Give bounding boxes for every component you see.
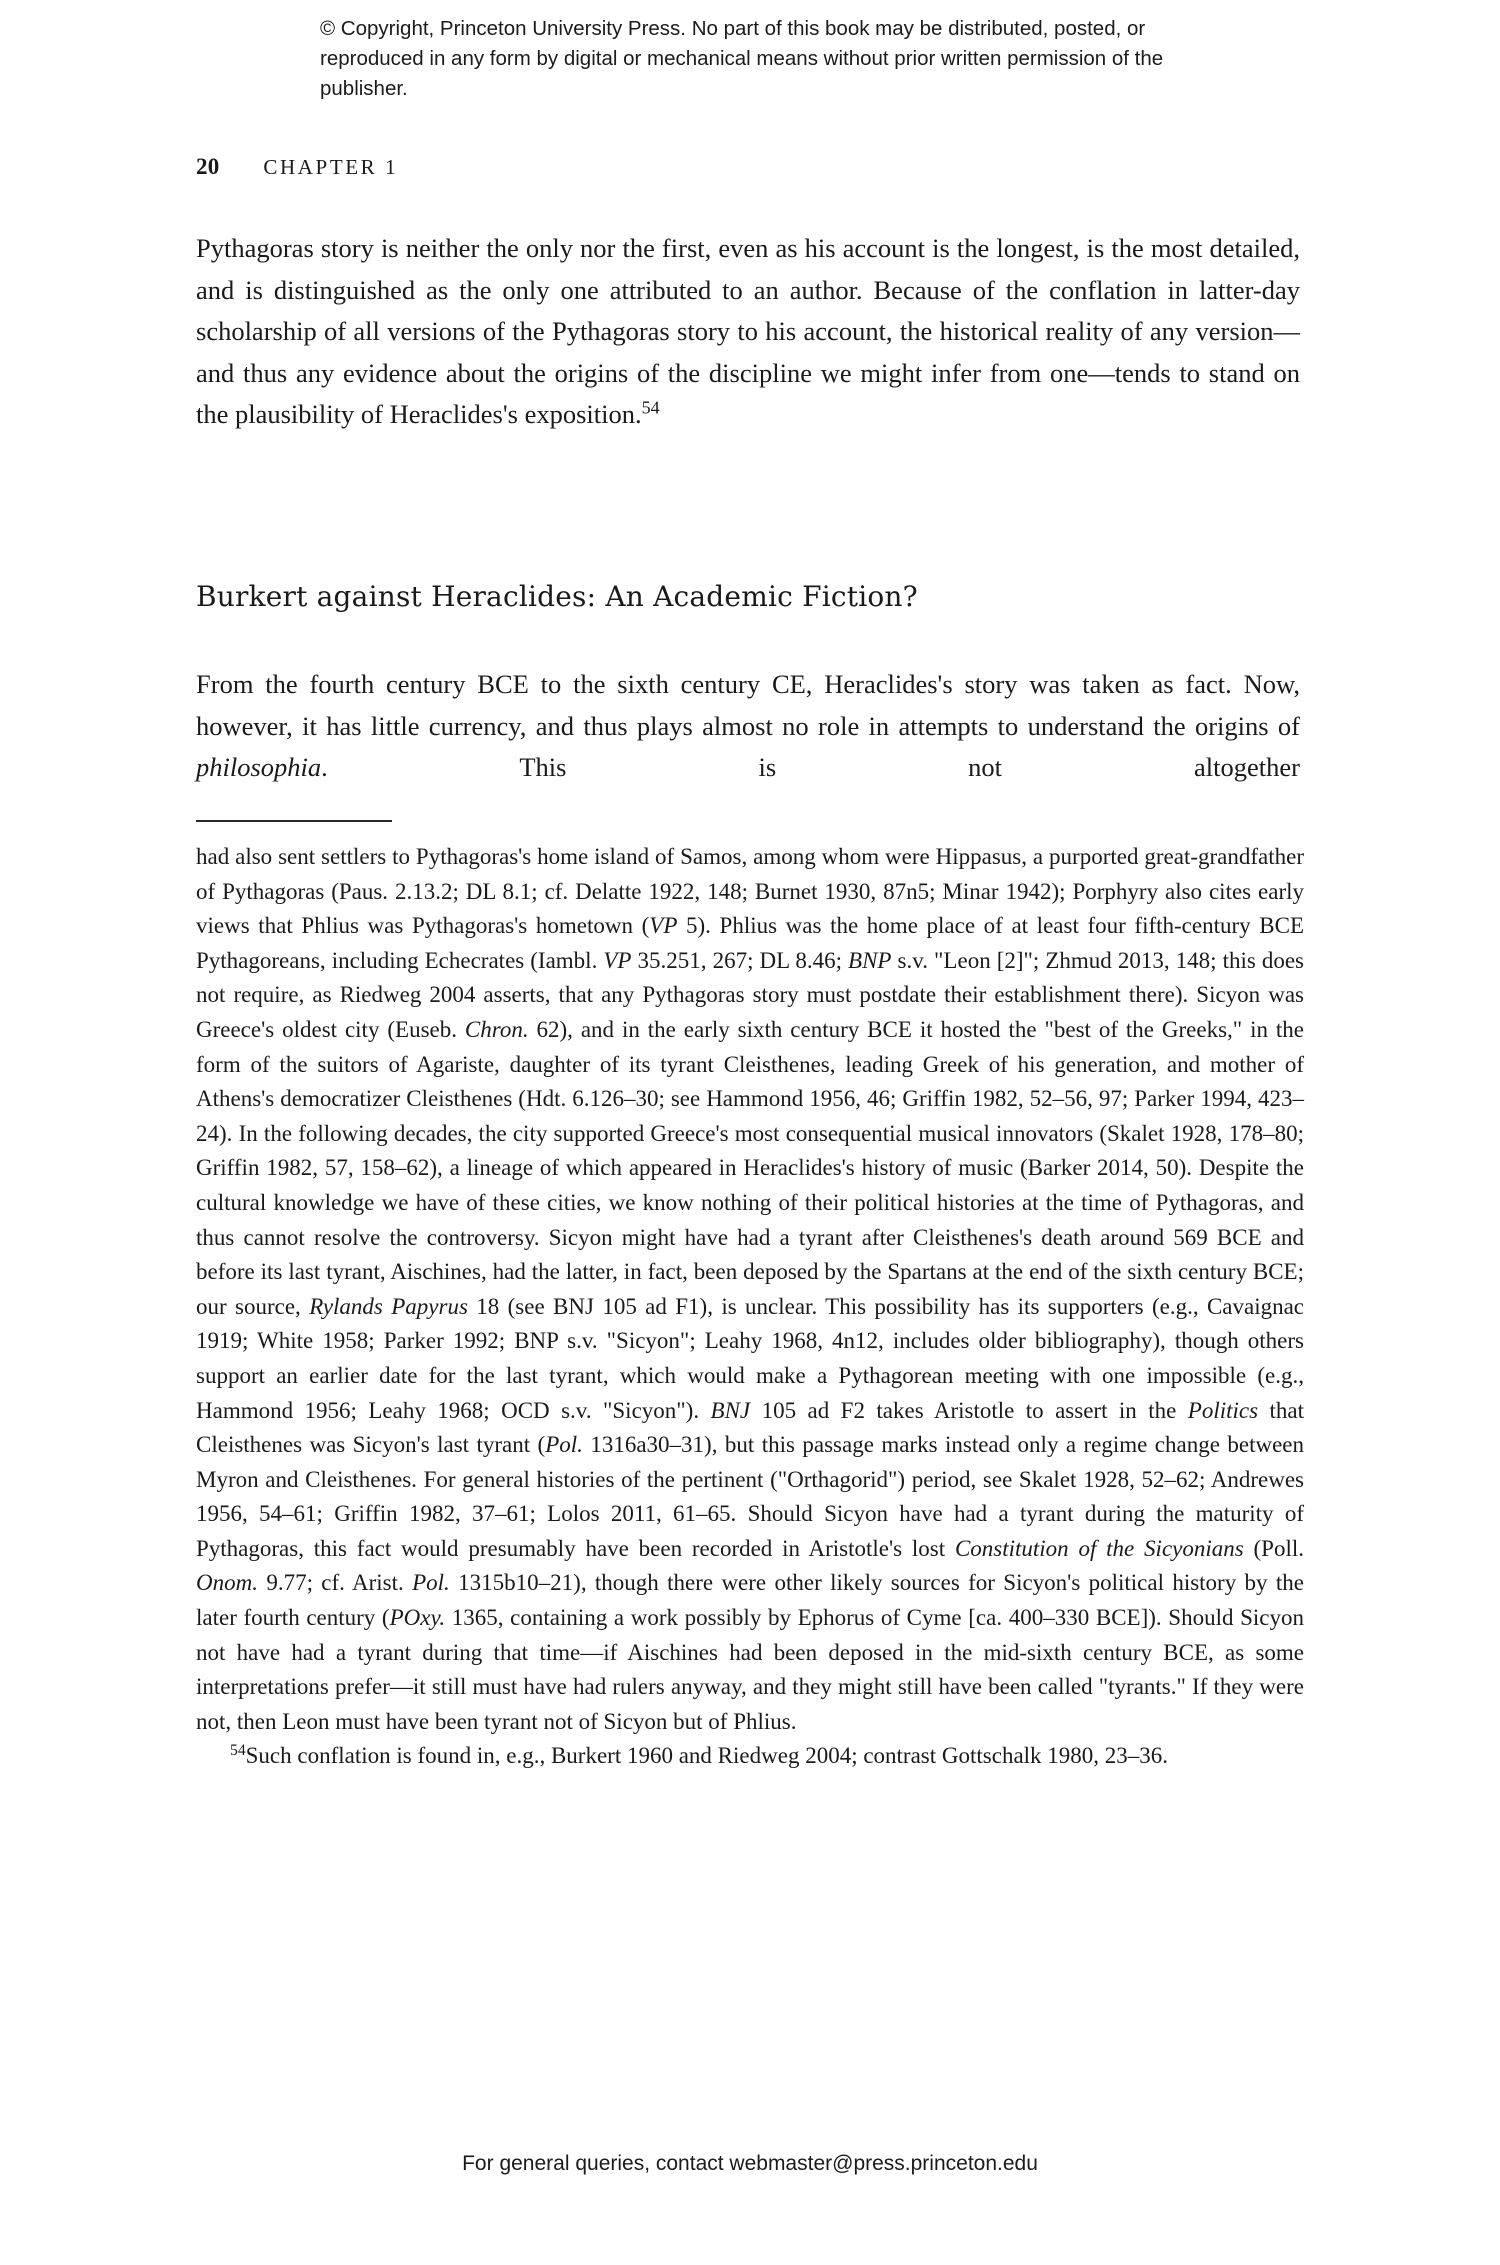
footnote-text-run: 1365, containing a work possibly by Ephorus of Cyme [ca. 400–330 BCE]). Should Sicyon not have had a tyrant during that time—if Aischines had been deposed in the mid-sixth century BCE, as some interpretations prefer—it still must have had rulers anyway, and they might still have been called "tyrants." If they were not, then Leon must have been tyrant not of Sicyon but of Phlius.: [196, 1605, 1304, 1734]
footnote-italic-run: Onom.: [196, 1570, 258, 1596]
footnote-italic-run: BNP: [848, 947, 892, 973]
page-number: 20: [196, 154, 220, 179]
footnote-separator-rule: [196, 820, 392, 822]
footnote-reference-54[interactable]: 54: [641, 397, 660, 418]
footnote-continued: [196, 840, 1304, 1739]
footnote-text-run: 105 ad F2 takes Aristotle to assert in the: [750, 1397, 1188, 1423]
footnote-text-run: 1316a30–31), but this passage marks instead only a regime change between Myron and Cleisthenes. For general histories of the pertinent ("Orthagorid") period, see Skalet 1928, 52–62; Andrewes 1956, 54–61; Griffin 1982, 37–61; Lolos 2011, 61–65. Should Sicyon have had a tyrant during the maturity of Pythagoras, this fact would presumably have been recorded in Aristotle's lost: [196, 1432, 1304, 1561]
footnote-text-run: 1315b10–21), though there were other likely sources for Sicyon's political history by the later fourth century (: [196, 1570, 1304, 1631]
footnote-text-run: 35.251, 267; DL 8.46;: [631, 947, 849, 973]
footnote-area: [196, 820, 1304, 1774]
body-paragraph-2-part-2: . This is not altogether: [321, 752, 1300, 782]
body-paragraph-2-part-1: From the fourth century BCE to the sixth century CE, Heraclides's story was taken as fact. Now, however, it has little currency, and thus plays almost no role in attempts to understand the origins of: [196, 669, 1300, 741]
footnote-italic-run: VP: [603, 947, 632, 973]
footnote-italic-run: BNJ: [710, 1397, 751, 1423]
footnote-text-run: 62), and in the early sixth century BCE it hosted the "best of the Greeks," in the form of the suitors of Agariste, daughter of its tyrant Cleisthenes, leading Greek of his generation, and mother of Athens's democratizer Cleisthenes (Hdt. 6.126–30; see Hammond 1956, 46; Griffin 1982, 52–56, 97; Parker 1994, 423–24). In the following decades, the city supported Greece's most consequential musical innovators (Skalet 1928, 178–80; Griffin 1982, 57, 158–62), a lineage of which appeared in Heraclides's history of music (Barker 2014, 50). Despite the cultural knowledge we have of these cities, we know nothing of their political histories at the time of Pythagoras, and thus cannot resolve the controversy. Sicyon might have had a tyrant after Cleisthenes's death around 569 BCE and before its last tyrant, Aischines, had the latter, in fact, been deposed by the Spartans at the end of the sixth century BCE; our source,: [196, 1016, 1305, 1319]
footnote-italic-run: POxy.: [389, 1605, 446, 1631]
body-paragraph-2: [196, 664, 1300, 789]
page-footer-contact: For general queries, contact webmaster@press.princeton.edu: [462, 2152, 1038, 2175]
section-heading: Burkert against Heraclides: An Academic Fiction?: [196, 580, 918, 613]
footnote-text-run: s.v. "Leon [2]"; Zhmud 2013, 148; this does not require, as Riedweg 2004 asserts, that any Pythagoras story must postdate their establishment there). Sicyon was Greece's oldest city (Euseb.: [196, 947, 1305, 1042]
copyright-notice: © Copyright, Princeton University Press. No part of this book may be distributed, posted, or reproduced in any form by digital or mechanical means without prior written permission of the publisher.: [320, 17, 1164, 100]
running-head: [196, 154, 398, 180]
footnote-italic-run: Chron.: [464, 1016, 529, 1042]
footnote-54-marker: 54: [230, 1742, 246, 1760]
body-paragraph-2-italic-term: philosophia: [196, 752, 322, 782]
body-paragraph-1: [196, 228, 1300, 436]
footnote-italic-run: Politics: [1187, 1397, 1259, 1423]
footnote-italic-run: Pol.: [412, 1570, 450, 1596]
footnote-text-run: 18 (see BNJ 105 ad F1), is unclear. This possibility has its supporters (e.g., Cavaignac 1919; White 1958; Parker 1992; BNP s.v. "Sicyon"; Leahy 1968, 4n12, includes older bibliography), though others support an earlier date for the last tyrant, which would make a Pythagorean meeting with one impossible (e.g., Hammond 1956; Leahy 1968; OCD s.v. "Sicyon").: [196, 1293, 1305, 1423]
footnote-text-run: (Poll.: [1243, 1535, 1304, 1561]
footnote-italic-run: VP: [649, 913, 678, 939]
main-text-block: [196, 228, 1300, 436]
section-body-block: [196, 664, 1300, 789]
footnote-54: [196, 1739, 1304, 1774]
footnote-text-run: that Cleisthenes was Sicyon's last tyrant (: [196, 1397, 1304, 1458]
footnote-text-run: had also sent settlers to Pythagoras's home island of Samos, among whom were Hippasus, a purported great-grandfather of Pythagoras (Paus. 2.13.2; DL 8.1; cf. Delatte 1922, 148; Burnet 1930, 87n5; Minar 1942); Porphyry also cites early views that Phlius was Pythagoras's hometown (: [196, 844, 1304, 939]
footnote-54-text: Such conflation is found in, e.g., Burkert 1960 and Riedweg 2004; contrast Gottschalk 1980, 23–36.: [245, 1743, 1169, 1769]
chapter-label: CHAPTER 1: [263, 155, 399, 179]
footnote-italic-run: Rylands Papyrus: [309, 1293, 468, 1319]
body-paragraph-1-text: Pythagoras story is neither the only nor the first, even as his account is the longest, is the most detailed, and is distinguished as the only one attributed to an author. Because of the conflation in latter-day scholarship of all versions of the Pythagoras story to his account, the historical reality of any version—and thus any evidence about the origins of the discipline we might infer from one—tends to stand on the plausibility of Heraclides's exposition.: [196, 233, 1300, 429]
footnote-text-run: 5). Phlius was the home place of at least four fifth-century BCE Pythagoreans, including Echecrates (Iambl.: [196, 913, 1304, 973]
footnote-italic-run: Pol.: [545, 1432, 583, 1458]
footnote-italic-run: Constitution of the Sicyonians: [954, 1535, 1244, 1561]
footnote-text-run: 9.77; cf. Arist.: [257, 1570, 413, 1596]
